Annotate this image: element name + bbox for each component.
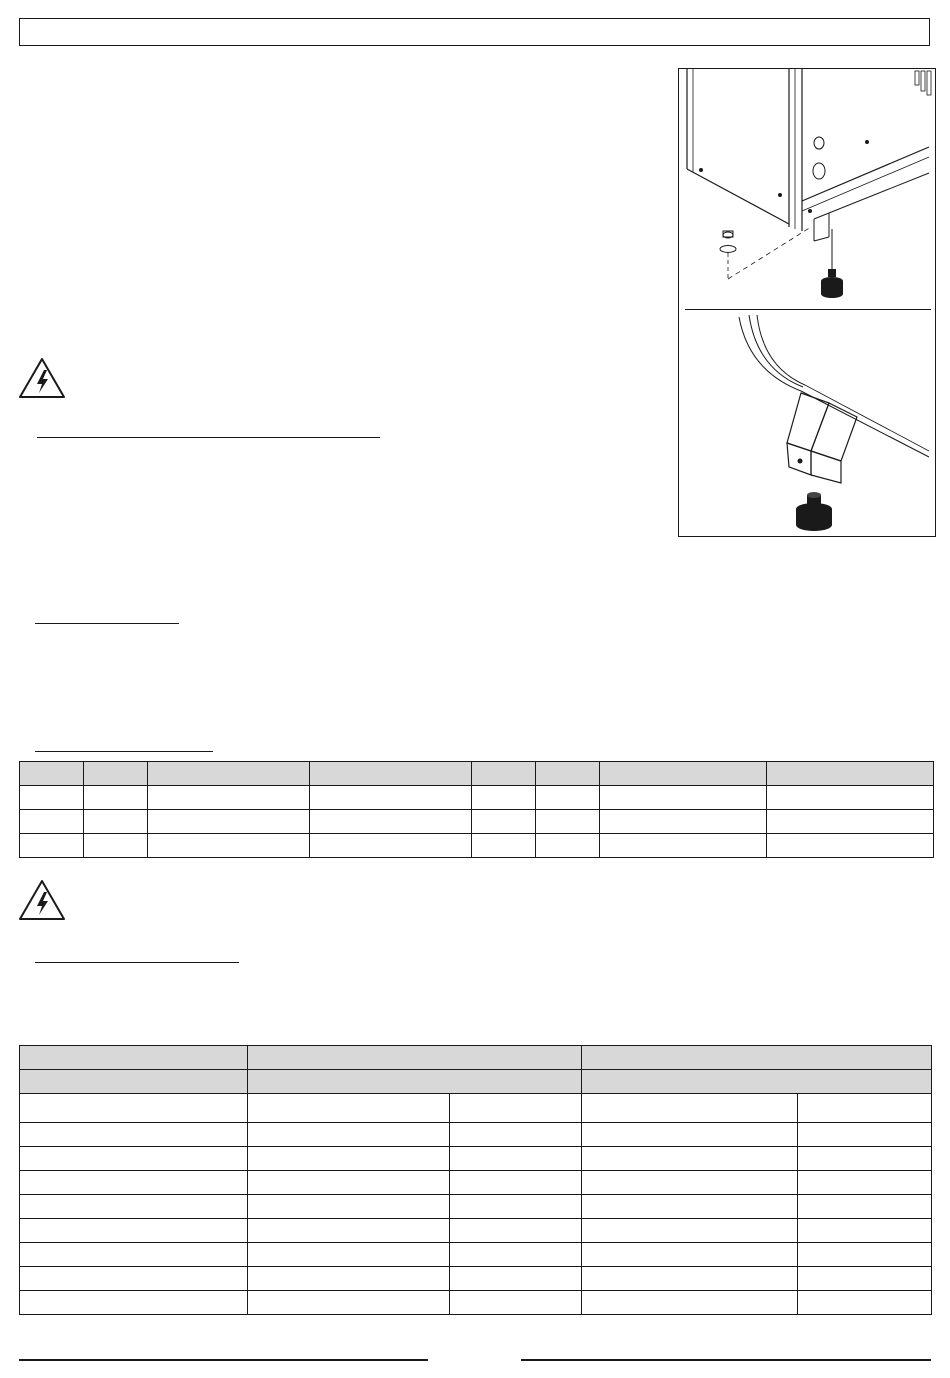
section-heading-underline-2 xyxy=(35,623,179,624)
table-cell xyxy=(450,1171,582,1195)
table-cell xyxy=(767,786,934,810)
table-cell xyxy=(450,1267,582,1291)
section-heading-underline-1 xyxy=(37,437,380,438)
table-cell xyxy=(20,1046,248,1070)
table-cell xyxy=(450,1219,582,1243)
table-cell xyxy=(450,1195,582,1219)
table-cell xyxy=(20,1267,248,1291)
table-cell xyxy=(248,1291,450,1315)
table-cell xyxy=(20,1094,248,1123)
table-cell xyxy=(472,762,536,786)
table-cell xyxy=(798,1291,932,1315)
table-cell xyxy=(582,1243,798,1267)
table-cell xyxy=(84,810,148,834)
table-cell xyxy=(248,1243,450,1267)
section-heading-underline-3 xyxy=(35,751,213,752)
table-cell xyxy=(310,834,472,858)
table-row xyxy=(20,1147,932,1171)
table-cell xyxy=(248,1219,450,1243)
footer-rule-right xyxy=(521,1359,931,1361)
table-cell xyxy=(536,762,600,786)
table-cell xyxy=(582,1195,798,1219)
table-row xyxy=(20,1219,932,1243)
table-cell xyxy=(472,810,536,834)
section-heading-underline-4 xyxy=(35,962,239,963)
table-row xyxy=(20,786,934,810)
table-cell xyxy=(84,834,148,858)
high-voltage-warning-icon xyxy=(17,878,67,922)
header-title-bar xyxy=(19,18,930,46)
machine-foot-illustration xyxy=(679,69,937,309)
table-cell xyxy=(582,1291,798,1315)
table-cell xyxy=(20,1219,248,1243)
table-cell xyxy=(582,1070,932,1094)
table-cell xyxy=(84,762,148,786)
table-cell xyxy=(20,1291,248,1315)
table-cell xyxy=(472,834,536,858)
table-cell xyxy=(798,1267,932,1291)
table-cell xyxy=(582,1046,932,1070)
table-cell xyxy=(450,1123,582,1147)
table-cell xyxy=(20,834,84,858)
table-cell xyxy=(248,1046,582,1070)
table-cell xyxy=(310,786,472,810)
table-row xyxy=(20,1171,932,1195)
table-cell xyxy=(148,786,310,810)
bracket-foot-illustration xyxy=(679,311,937,537)
installation-figure xyxy=(678,68,936,537)
table-cell xyxy=(798,1094,932,1123)
table-row xyxy=(20,834,934,858)
table-header-row xyxy=(20,1070,932,1094)
table-cell xyxy=(450,1147,582,1171)
high-voltage-warning-icon xyxy=(17,356,67,400)
table-cell xyxy=(600,810,767,834)
table-cell xyxy=(248,1123,450,1147)
table-cell xyxy=(798,1195,932,1219)
table-cell xyxy=(248,1195,450,1219)
table-row xyxy=(20,1291,932,1315)
specification-table-2 xyxy=(19,1045,932,1315)
table-cell xyxy=(798,1147,932,1171)
table-cell xyxy=(84,786,148,810)
table-row xyxy=(20,1195,932,1219)
table-cell xyxy=(450,1291,582,1315)
table-cell xyxy=(248,1171,450,1195)
table-cell xyxy=(20,1243,248,1267)
table-cell xyxy=(582,1171,798,1195)
table-cell xyxy=(536,834,600,858)
figure-divider xyxy=(685,309,931,310)
table-cell xyxy=(20,762,84,786)
table-header-row xyxy=(20,762,934,786)
table-cell xyxy=(310,810,472,834)
table-cell xyxy=(582,1147,798,1171)
table-cell xyxy=(600,762,767,786)
table-row xyxy=(20,1267,932,1291)
table-cell xyxy=(20,1171,248,1195)
table-cell xyxy=(20,786,84,810)
table-row xyxy=(20,1094,932,1123)
table-row xyxy=(20,810,934,834)
table-cell xyxy=(148,834,310,858)
table-header-row xyxy=(20,1046,932,1070)
table-cell xyxy=(600,786,767,810)
table-cell xyxy=(248,1267,450,1291)
table-cell xyxy=(310,762,472,786)
table-cell xyxy=(148,762,310,786)
table-cell xyxy=(450,1094,582,1123)
table-cell xyxy=(450,1243,582,1267)
table-cell xyxy=(536,810,600,834)
table-cell xyxy=(20,1123,248,1147)
table-cell xyxy=(248,1147,450,1171)
table-cell xyxy=(600,834,767,858)
table-cell xyxy=(536,786,600,810)
table-cell xyxy=(798,1123,932,1147)
table-cell xyxy=(148,810,310,834)
table-cell xyxy=(767,834,934,858)
table-cell xyxy=(20,1070,248,1094)
table-cell xyxy=(20,1195,248,1219)
table-cell xyxy=(798,1243,932,1267)
table-cell xyxy=(582,1123,798,1147)
footer-rule-left xyxy=(19,1359,428,1361)
table-cell xyxy=(20,1147,248,1171)
table-cell xyxy=(767,762,934,786)
table-cell xyxy=(582,1219,798,1243)
table-row xyxy=(20,1123,932,1147)
table-cell xyxy=(767,810,934,834)
table-cell xyxy=(582,1094,798,1123)
table-cell xyxy=(582,1267,798,1291)
table-cell xyxy=(798,1219,932,1243)
table-cell xyxy=(248,1094,450,1123)
specification-table-1 xyxy=(19,761,934,858)
table-cell xyxy=(472,786,536,810)
table-cell xyxy=(798,1171,932,1195)
table-cell xyxy=(20,810,84,834)
table-row xyxy=(20,1243,932,1267)
table-cell xyxy=(248,1070,582,1094)
